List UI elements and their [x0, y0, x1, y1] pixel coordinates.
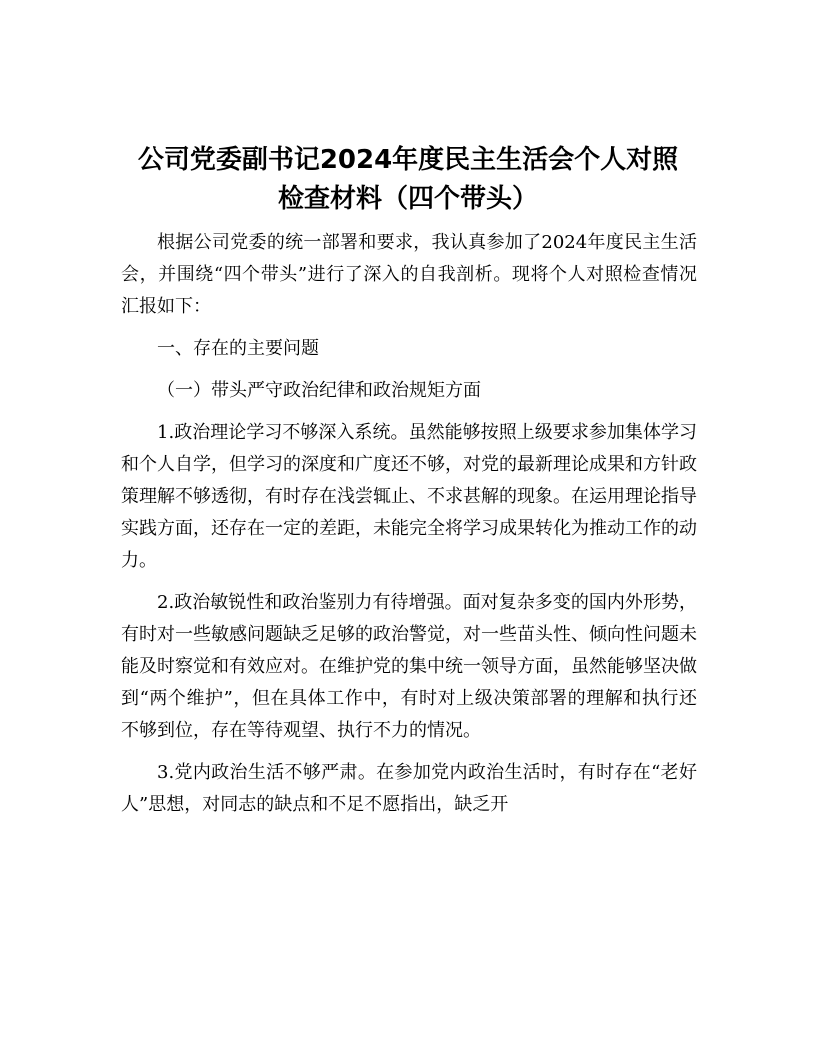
subsection-heading: （一）带头严守政治纪律和政治规矩方面: [157, 380, 481, 401]
title-line-1: 公司党委副书记2024年度民主生活会个人对照: [137, 145, 679, 175]
item-paragraph-1: 1.政治理论学习不够深入系统。虽然能够按照上级要求参加集体学习和个人自学，但学习的深度和广度还不够，对党的最新理论成果和方针政策理解不够透彻，有时存在浅尝辄止、不求甚解的现象。在运用理论指导实践方面，还存在一定的差距，未能完全将学习成果转化为推动工作的动力。: [121, 422, 697, 571]
section-heading: 一、存在的主要问题: [157, 338, 319, 359]
document-title: [100, 141, 716, 219]
item-paragraph-3: 3.党内政治生活不够严肃。在参加党内政治生活时，有时存在“老好人”思想，对同志的缺点和不足不愿指出，缺乏开: [121, 762, 697, 815]
intro-paragraph: 根据公司党委的统一部署和要求，我认真参加了2024年度民主生活会，并围绕“四个带头”进行了深入的自我剖析。现将个人对照检查情况汇报如下：: [121, 232, 697, 317]
item-paragraph-2: 2.政治敏锐性和政治鉴别力有待增强。面对复杂多变的国内外形势，有时对一些敏感问题缺乏足够的政治警觉，对一些苗头性、倾向性问题未能及时察觉和有效应对。在维护党的集中统一领导方面，虽然能够坚决做到“两个维护”，但在具体工作中，有时对上级决策部署的理解和执行还不够到位，存在等待观望、执行不力的情况。: [121, 592, 697, 741]
title-line-2: 检查材料（四个带头）: [277, 184, 538, 214]
document-body: [121, 227, 697, 821]
